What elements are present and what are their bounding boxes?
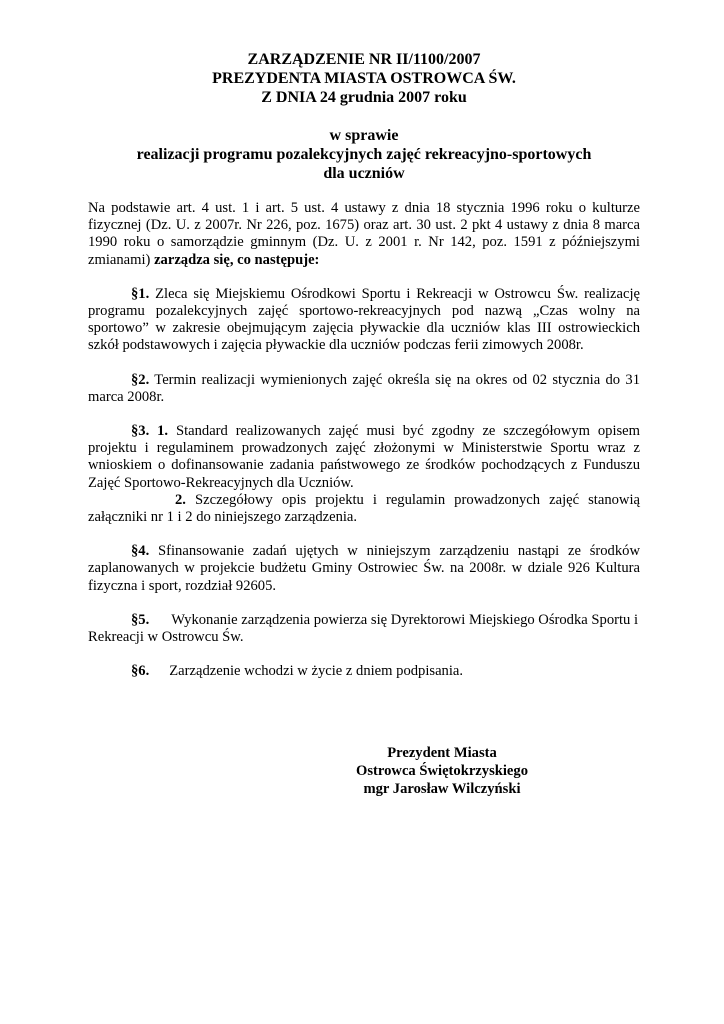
section-1-label: §1. — [131, 285, 150, 302]
section-3-2 — [88, 492, 640, 526]
document-issuer: PREZYDENTA MIASTA OSTROWCA ŚW. — [212, 70, 516, 87]
section-6-label: §6. — [131, 663, 150, 680]
preamble — [88, 200, 640, 269]
document-title: ZARZĄDZENIE NR II/1100/2007 — [247, 51, 481, 68]
subject-line-end: dla uczniów — [323, 165, 405, 182]
signature-title: Prezydent Miasta — [387, 745, 497, 761]
section-5-text: Wykonanie zarządzenia powierza się Dyrektorowi Miejskiego Ośrodka Sportu i Rekreacji w Ostrowcu Św. — [88, 611, 639, 646]
signature-block — [354, 744, 530, 798]
section-3-point-1-text: Standard realizowanych zajęć musi być zgodny ze szczegółowym opisem projektu i regulaminem prowadzonych zajęć złożonymi w Ministerstwie Sportu wraz z wnioskiem o dofinansowanie zadania państwowego ze środków pochodzących z Funduszu Zajęć Sportowo-Rekreacyjnych dla Uczniów. — [88, 423, 641, 491]
document-heading — [88, 50, 640, 183]
section-6-text: Zarządzenie wchodzi w życie z dniem podpisania. — [169, 663, 464, 680]
section-3-label: §3. — [131, 423, 150, 440]
section-6 — [88, 663, 640, 680]
section-3-point-1-label: 1. — [157, 423, 169, 440]
section-3-1 — [88, 423, 640, 492]
section-5-label: §5. — [131, 611, 150, 628]
section-2-label: §2. — [131, 371, 150, 388]
subject-line: realizacji programu pozalekcyjnych zajęć rekreacyjno-sportowych — [136, 146, 592, 163]
section-4-text: Sfinansowanie zadań ujętych w niniejszym zarządzeniu nastąpi ze środków zaplanowanych w projekcie budżetu Gminy Ostrowiec Św. na 2008r. w dziale 926 Kultura fizyczna i sport, rozdział 92605. — [88, 543, 640, 594]
section-3-point-2-label: 2. — [175, 491, 186, 508]
section-2-text: Termin realizacji wymienionych zajęć określa się na okres od 02 stycznia do 31 marca 2008r. — [88, 371, 640, 405]
section-2 — [88, 372, 640, 406]
section-1-text: Zleca się Miejskiemu Ośrodkowi Sportu i Rekreacji w Ostrowcu Św. realizację programu pozalekcyjnych zajęć sportowo-rekreacyjnych pod nazwą „Czas wolny na sportowo” w zakresie obejmującym zajęcia pływackie dla uczniów klas III ostrowieckich szkół podstawowych i zajęcia pływackie dla uczniów podczas ferii zimowych 2008r. — [88, 285, 640, 354]
signature-name: mgr Jarosław Wilczyński — [363, 781, 521, 797]
section-4 — [88, 543, 640, 595]
document-date: Z DNIA 24 grudnia 2007 roku — [261, 89, 467, 106]
signature-city: Ostrowca Świętokrzyskiego — [356, 763, 528, 779]
section-3-point-2-text: Szczegółowy opis projektu i regulamin prowadzonych zajęć stanowią załączniki nr 1 i 2 do niniejszego zarządzenia. — [88, 491, 640, 526]
subject-intro: w sprawie — [329, 127, 399, 144]
section-4-label: §4. — [131, 543, 150, 560]
preamble-decision: zarządza się, co następuje: — [154, 251, 320, 268]
section-5 — [88, 612, 640, 646]
preamble-text: Na podstawie art. 4 ust. 1 i art. 5 ust. 4 ustawy z dnia 18 stycznia 1996 roku o kulturze fizycznej (Dz. U. z 2007r. Nr 226, poz. 1675) oraz art. 30 ust. 2 pkt 4 ustawy z dnia 8 marca 1990 roku o samorządzie gminnym (Dz. U. z 2001 r. Nr 142, poz. 1591 z późniejszymi zmianami) — [88, 200, 640, 268]
section-1 — [88, 286, 640, 355]
document-page — [88, 50, 640, 680]
